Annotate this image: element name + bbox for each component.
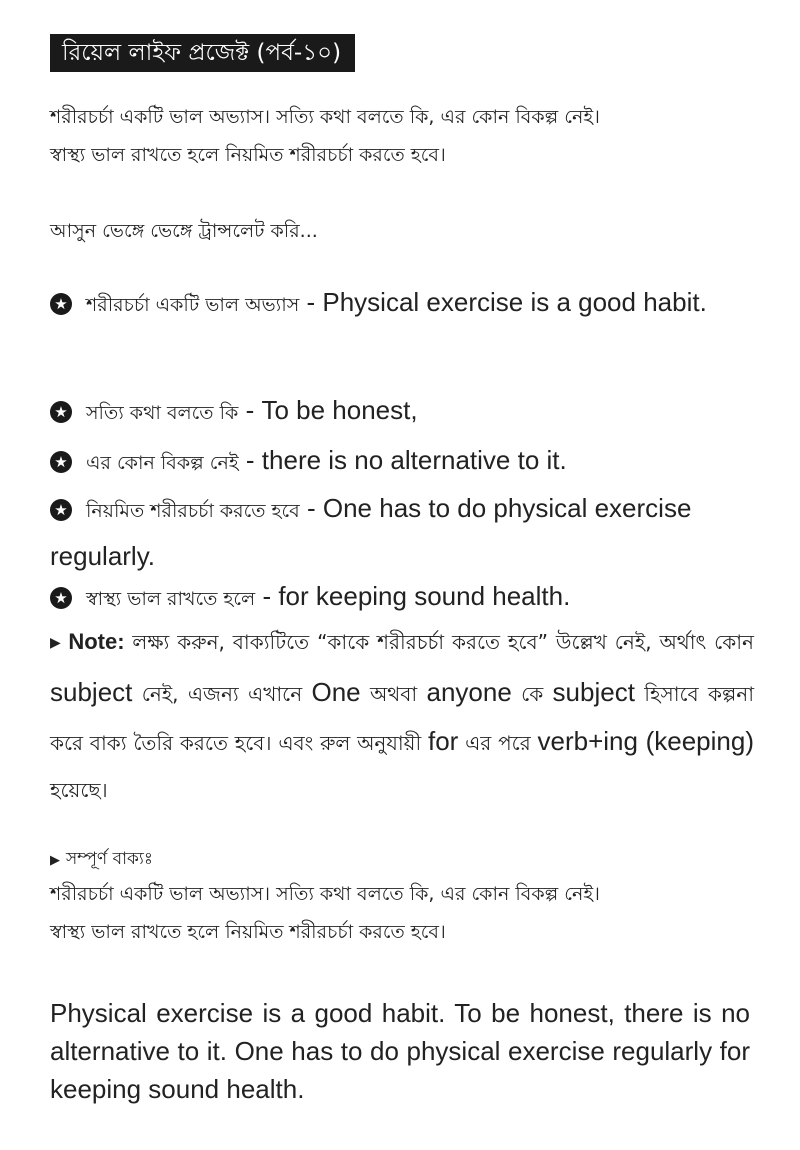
item-bangla: সত্যি কথা বলতে কি xyxy=(86,402,239,424)
star-circle-icon: ★ xyxy=(50,401,72,423)
item-english: there is no alternative to it. xyxy=(261,445,567,475)
item-english: Physical exercise is a good habit. xyxy=(322,287,707,317)
item-bangla: স্বাস্থ্য ভাল রাখতে হলে xyxy=(86,588,256,610)
note-text: এর পরে xyxy=(458,731,538,755)
triangle-bullet-icon: ▶ xyxy=(50,635,63,651)
note-english: One xyxy=(311,677,361,707)
note-text: নেই, এজন্য এখানে xyxy=(132,682,312,706)
translation-item xyxy=(50,280,760,328)
star-circle-icon: ★ xyxy=(50,587,72,609)
note-paragraph xyxy=(50,618,754,814)
full-bangla-line-1: শরীরচর্চা একটি ভাল অভ্যাস। সত্যি কথা বলতে কি, এর কোন বিকল্প নেই। xyxy=(50,883,600,905)
item-bangla: নিয়মিত শরীরচর্চা করতে হবে xyxy=(86,500,300,522)
intro-paragraph xyxy=(50,98,752,174)
intro-line-2: স্বাস্থ্য ভাল রাখতে হলে নিয়মিত শরীরচর্চা করতে হবে। xyxy=(50,144,446,166)
item-bangla: শরীরচর্চা একটি ভাল অভ্যাস xyxy=(86,294,300,316)
item-separator: - xyxy=(299,287,323,317)
full-sentence-heading-text: সম্পূর্ণ বাক্যঃ xyxy=(66,849,153,869)
triangle-bullet-icon: ▶ xyxy=(50,853,60,868)
full-bangla-line-2: স্বাস্থ্য ভাল রাখতে হলে নিয়মিত শরীরচর্চা করতে হবে। xyxy=(50,921,446,943)
star-circle-icon: ★ xyxy=(50,451,72,473)
note-english: subject xyxy=(50,677,133,707)
lets-translate-line: আসুন ভেঙ্গে ভেঙ্গে ট্রান্সলেট করি... xyxy=(50,220,318,242)
star-circle-icon: ★ xyxy=(50,499,72,521)
item-separator: - xyxy=(299,493,323,523)
intro-line-1: শরীরচর্চা একটি ভাল অভ্যাস। সত্যি কথা বলতে কি, এর কোন বিকল্প নেই। xyxy=(50,106,600,128)
translation-item xyxy=(50,486,760,582)
translation-item xyxy=(50,574,760,622)
item-english: for keeping sound health. xyxy=(278,581,571,611)
item-separator: - xyxy=(255,581,279,611)
note-text: হয়েছে। xyxy=(50,778,108,802)
star-circle-icon: ★ xyxy=(50,293,72,315)
full-sentence-bangla xyxy=(50,875,752,951)
translation-item xyxy=(50,388,760,436)
page-title: রিয়েল লাইফ প্রজেক্ট (পর্ব-১০) xyxy=(50,34,355,72)
full-sentence-english: Physical exercise is a good habit. To be honest, there is no alternative to it. One has to do physical exercise regularly for keeping sound health. xyxy=(50,998,750,1104)
item-english: To be honest, xyxy=(261,395,418,425)
note-english: anyone xyxy=(426,677,512,707)
note-english: verb+ing (keeping) xyxy=(537,726,754,756)
item-separator: - xyxy=(238,445,262,475)
item-separator: - xyxy=(238,395,262,425)
item-english: One has to do physical exercise regularly. xyxy=(50,493,692,571)
full-sentence-heading xyxy=(50,842,153,878)
note-label: Note: xyxy=(68,629,125,654)
item-bangla: এর কোন বিকল্প নেই xyxy=(86,452,239,474)
note-text: হিসাবে কল্পনা করে বাক্য তৈরি করতে হবে। এবং রুল অনুযায়ী xyxy=(50,682,754,755)
note-english: subject xyxy=(552,677,635,707)
note-text: কে xyxy=(511,682,553,706)
note-english: for xyxy=(427,726,459,756)
note-text: লক্ষ্য করুন, বাক্যটিতে “কাকে শরীরচর্চা করতে হবে” উল্লেখ নেই, অর্থাৎ কোন xyxy=(124,630,754,654)
note-text: অথবা xyxy=(360,682,427,706)
translation-item xyxy=(50,438,760,486)
